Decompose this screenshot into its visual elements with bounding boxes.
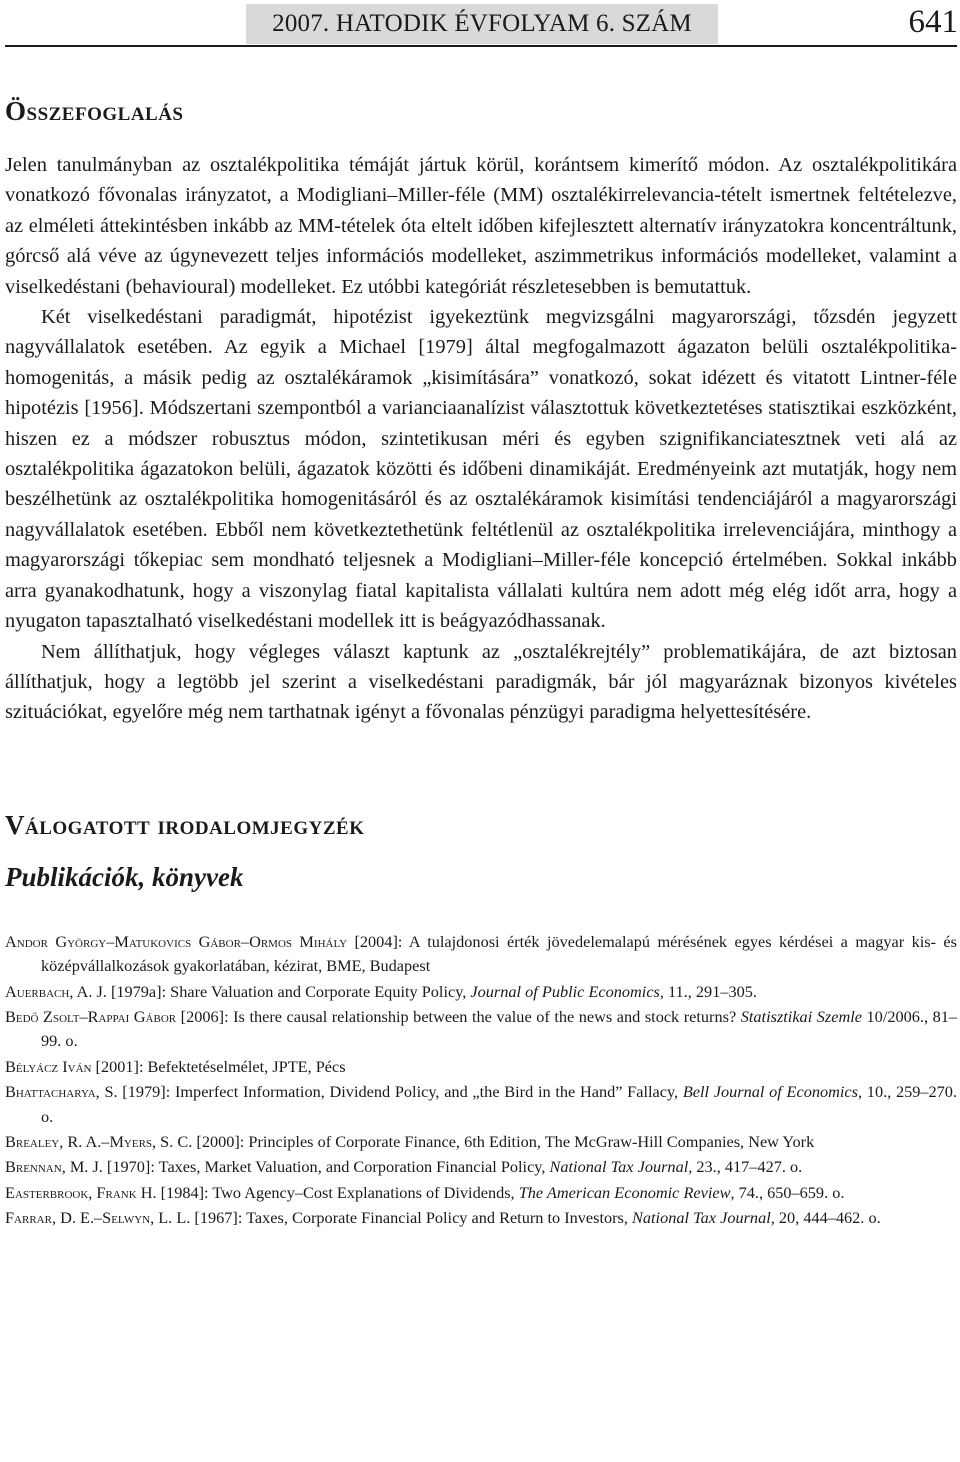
reference-details: [2001]: Befektetéselmélet, JPTE, Pécs xyxy=(91,1056,346,1076)
reference-authors: Easterbrook, Frank H. xyxy=(5,1182,157,1202)
page-number: 641 xyxy=(908,4,958,40)
reference-pages: , 20, 444–462. o. xyxy=(770,1208,881,1228)
reference-details: [1979a]: Share Valuation and Corporate Equity Policy, xyxy=(106,981,471,1001)
running-header xyxy=(246,4,718,44)
reference-details: [1984]: Two Agency–Cost Explanations of Dividends, xyxy=(156,1182,519,1202)
reference-authors: Auerbach, A. J. xyxy=(5,981,107,1001)
reference-journal: Journal of Public Economics, xyxy=(470,981,664,1001)
summary-paragraph-3: Nem állíthatjuk, hogy végleges választ kaptunk az „osztalékrejtély” problematikájára, de azt biztosan állíthatjuk, hogy a legtöbb jel szerint a viselkedéstani paradigmák, bár jól magyaráznak bizonyos kivételes szituációkat, egyelőre még nem tarthatnak igényt a fővonalas pénzügyi paradigma helyettesítésére. xyxy=(5,640,957,724)
reference-authors: Andor György–Matukovics Gábor–Ormos Mihály xyxy=(5,931,348,951)
reference-authors: Bedő Zsolt–Rappai Gábor xyxy=(5,1006,177,1026)
page-content xyxy=(5,96,957,1232)
reference-details: [1970]: Taxes, Market Valuation, and Corporation Financial Policy, xyxy=(102,1157,550,1177)
reference-item xyxy=(5,1181,957,1205)
reference-item xyxy=(5,1206,957,1230)
reference-journal: Statisztikai Szemle xyxy=(740,1006,862,1026)
reference-pages: , 10., 259–270. o. xyxy=(41,1082,958,1126)
reference-authors: Farrar, D. E.–Selwyn, L. L. xyxy=(5,1208,191,1228)
reference-journal: The American Economic Review xyxy=(518,1182,731,1202)
reference-pages: 11., 291–305. xyxy=(663,981,757,1001)
references-subheading: Publikációk, könyvek xyxy=(5,861,244,892)
reference-item xyxy=(5,1155,957,1179)
reference-item xyxy=(5,980,957,1004)
reference-details: [2006]: Is there causal relationship between the value of the news and stock returns? xyxy=(176,1006,741,1026)
reference-pages: 10/2006., 81–99. o. xyxy=(41,1006,958,1051)
journal-issue-label: 2007. HATODIK ÉVFOLYAM 6. SZÁM xyxy=(272,10,692,37)
header-divider xyxy=(5,45,957,47)
reference-details: [1967]: Taxes, Corporate Financial Policy and Return to Investors, xyxy=(190,1208,633,1228)
reference-journal: Bell Journal of Economics xyxy=(682,1082,858,1102)
reference-journal: National Tax Journal xyxy=(549,1157,689,1177)
summary-heading: Összefoglalás xyxy=(5,96,184,126)
reference-authors: Bélyácz Iván xyxy=(5,1056,92,1076)
reference-journal: National Tax Journal xyxy=(632,1208,771,1228)
reference-item xyxy=(5,1130,957,1154)
reference-pages: , 23., 417–427. o. xyxy=(688,1157,803,1177)
reference-item xyxy=(5,930,957,979)
reference-details: [1979]: Imperfect Information, Dividend Policy, and „the Bird in the Hand” Fallacy, xyxy=(117,1082,683,1102)
reference-item xyxy=(5,1080,957,1129)
reference-details: [2004]: A tulajdonosi érték jövedelemalapú mérésének egyes kérdései a magyar kis- és középvállalkozások gyakorlatában, kézirat, BME, Budapest xyxy=(41,931,957,976)
reference-list xyxy=(5,930,957,1231)
reference-authors: Brennan, M. J. xyxy=(5,1157,103,1177)
reference-item xyxy=(5,1005,957,1054)
reference-pages: , 74., 650–659. o. xyxy=(730,1182,845,1202)
reference-authors: Brealey, R. A.–Myers, S. C. xyxy=(5,1131,193,1151)
reference-item xyxy=(5,1055,957,1079)
reference-details: [2000]: Principles of Corporate Finance, 6th Edition, The McGraw-Hill Companies, New York xyxy=(192,1131,815,1151)
references-heading: Válogatott irodalomjegyzék xyxy=(5,809,365,840)
summary-paragraph-1: Jelen tanulmányban az osztalékpolitika témáját jártuk körül, korántsem kimerítő módon. Az osztalékpolitikára vonatkozó fővonalas irányzatot, a Modigliani–Miller-féle (MM) osztalékirrelevancia-tételt ismertnek feltételezve, az elméleti áttekintésben inkább az MM-tételek óta eltelt időben kifejlesztett alternatív irányzatokra koncentráltunk, górcső alá véve az úgynevezett teljes információs modelleket, aszimmetrikus információs modelleket, valamint a viselkedéstani (behavioural) modelleket. Ez utóbbi kategóriát részletesebben is bemutattuk. xyxy=(5,154,957,298)
summary-paragraph-2: Két viselkedéstani paradigmát, hipotézist igyekeztünk megvizsgálni magyarországi, tőzsdén jegyzett nagyvállalatok esetében. Az egyik a Michael [1979] által megfogalmazott ágazaton belüli osztalékpolitika-homogenitás, a másik pedig az osztalékáramok „kisimítására” vonatkozó, sokat idézett és vitatott Lintner-féle hipotézis [1956]. Módszertani szempontból a varianciaanalízist választottuk következtetéses statisztikai eszközként, hiszen ez a módszer robusztus módon, szintetikusan méri és egyben szignifikanciatesztnek veti alá az osztalékpolitika ágazatokon belüli, ágazatok közötti és időbeni dinamikáját. Eredményeink azt mutatják, hogy nem beszélhetünk az osztalékpolitika homogenitásáról és az osztalékáramok kisimítási tendenciájáról a magyarországi nagyvállalatok esetében. Ebből nem következtethetünk feltétlenül az osztalékpolitika irrelevenciájára, minthogy a magyarországi tőkepiac sem mondható teljesnek a Modigliani–Miller-féle koncepció értelmében. Sokkal inkább arra gyanakodhatunk, hogy a viszonylag fiatal kapitalista vállalati kultúra nem adott még elég időt arra, hogy a nyugaton tapasztalható viselkedéstani modellek itt is beágyazódhassanak. xyxy=(5,306,957,633)
reference-authors: Bhattacharya, S. xyxy=(5,1082,118,1102)
